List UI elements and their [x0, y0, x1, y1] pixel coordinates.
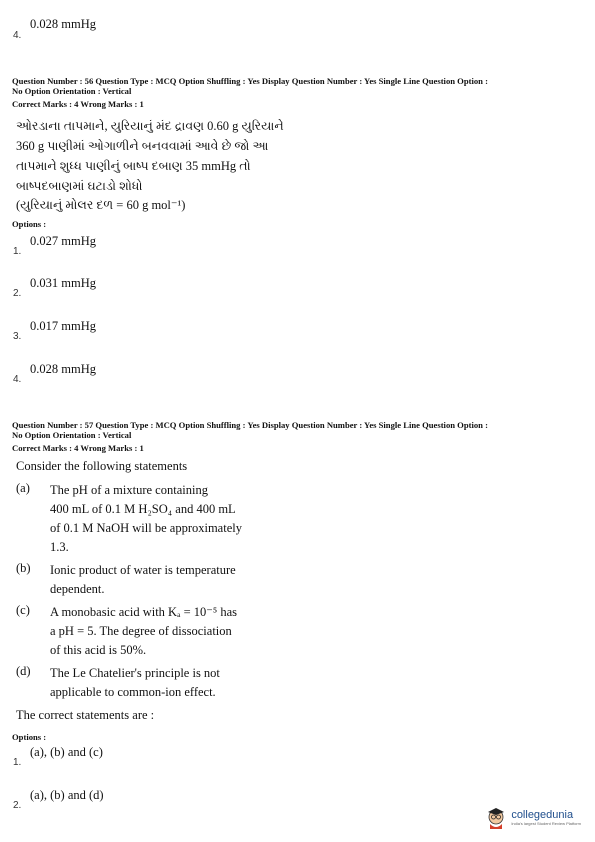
q56-option-4-text[interactable]: 0.028 mmHg — [30, 362, 96, 376]
q56-option-1-number: 1. — [13, 246, 22, 257]
q57-stmt-d-line2: applicable to common-ion effect. — [50, 685, 216, 699]
q57-stmt-b-marker: (b) — [16, 561, 31, 575]
q56-option-3-text[interactable]: 0.017 mmHg — [30, 319, 96, 333]
q56-meta-line1: Question Number : 56 Question Type : MCQ Option Shuffling : Yes Display Question Number : Yes Single Line Question Option : — [12, 76, 488, 86]
q56-text-line1: ઓરડાના તાપમાને, યુરિયાનું મંદ દ્રાવણ 0.60 g યુરિયાને — [16, 119, 284, 133]
q57-option-1-text[interactable]: (a), (b) and (c) — [30, 745, 103, 759]
q57-stmt-a — [50, 481, 260, 557]
logo-name: collegedunia — [511, 809, 574, 821]
q57-stmt-a-line1: The pH of a mixture containing — [50, 483, 208, 497]
q56-marks: Correct Marks : 4 Wrong Marks : 1 — [12, 99, 144, 109]
q56-option-2-text[interactable]: 0.031 mmHg — [30, 276, 96, 290]
q57-closing: The correct statements are : — [16, 708, 155, 722]
q57-stmt-d-line1: The Le Chatelier's principle is not — [50, 666, 220, 680]
q57-option-2-number: 2. — [13, 800, 22, 811]
q56-meta-line2: No Option Orientation : Vertical — [12, 86, 132, 96]
logo-text-group — [511, 810, 581, 826]
q57-stmt-c-line1: A monobasic acid with Kₐ = 10⁻⁵ has — [50, 605, 238, 619]
q57-options-label: Options : — [12, 732, 47, 742]
q57-stmt-d-marker: (d) — [16, 664, 31, 678]
q56-text-line3: તાપમાને શુધ્ધ પાણીનું બાષ્પ દબાણ 35 mmHg તો — [16, 159, 251, 173]
q57-stmt-d — [50, 664, 260, 702]
q56-option-1-text[interactable]: 0.027 mmHg — [30, 234, 96, 248]
q57-stmt-c — [50, 603, 260, 660]
q57-stmt-c-line2: a pH = 5. The degree of dissociation — [50, 624, 232, 638]
collegedunia-logo — [485, 806, 581, 830]
q57-stmt-c-line3: of this acid is 50%. — [50, 643, 147, 657]
q57-stmt-b-line1: Ionic product of water is temperature — [50, 563, 236, 577]
q57-meta-line1: Question Number : 57 Question Type : MCQ Option Shuffling : Yes Display Question Number : Yes Single Line Question Option : — [12, 420, 488, 430]
q56-text-line2: 360 g પાણીમાં ઓગાળીને બનવવામાં આવે છે જો આ — [16, 139, 269, 153]
q56-option-2-number: 2. — [13, 288, 22, 299]
prev-option-4-text: 0.028 mmHg — [30, 17, 96, 31]
q57-stmt-a-marker: (a) — [16, 481, 30, 495]
q56-option-4-number: 4. — [13, 374, 22, 385]
q57-marks: Correct Marks : 4 Wrong Marks : 1 — [12, 443, 144, 453]
q57-stmt-a-line2: 400 mL of 0.1 M H₂SO₄ and 400 mL — [50, 502, 236, 516]
q57-intro: Consider the following statements — [16, 459, 188, 473]
q57-option-2-text[interactable]: (a), (b) and (d) — [30, 788, 104, 802]
q56-options-label: Options : — [12, 219, 47, 229]
q57-stmt-b — [50, 561, 260, 599]
mascot-icon — [485, 806, 507, 830]
q57-stmt-a-line3: of 0.1 M NaOH will be approximately — [50, 521, 242, 535]
q56-text-line4: બાષ્પદબાણમાં ઘટાડો શોધો — [16, 179, 143, 193]
q57-stmt-c-marker: (c) — [16, 603, 30, 617]
q56-option-3-number: 3. — [13, 331, 22, 342]
q57-stmt-a-line4: 1.3. — [50, 540, 69, 554]
q57-stmt-b-line2: dependent. — [50, 582, 105, 596]
logo-tagline: India's largest Student Review Platform — [511, 821, 581, 826]
q57-option-1-number: 1. — [13, 757, 22, 768]
q57-meta-line2: No Option Orientation : Vertical — [12, 430, 132, 440]
q56-text-line5: (યુરિયાનું મોલર દળ = 60 g mol⁻¹) — [16, 198, 186, 212]
prev-option-4-number: 4. — [13, 30, 22, 41]
